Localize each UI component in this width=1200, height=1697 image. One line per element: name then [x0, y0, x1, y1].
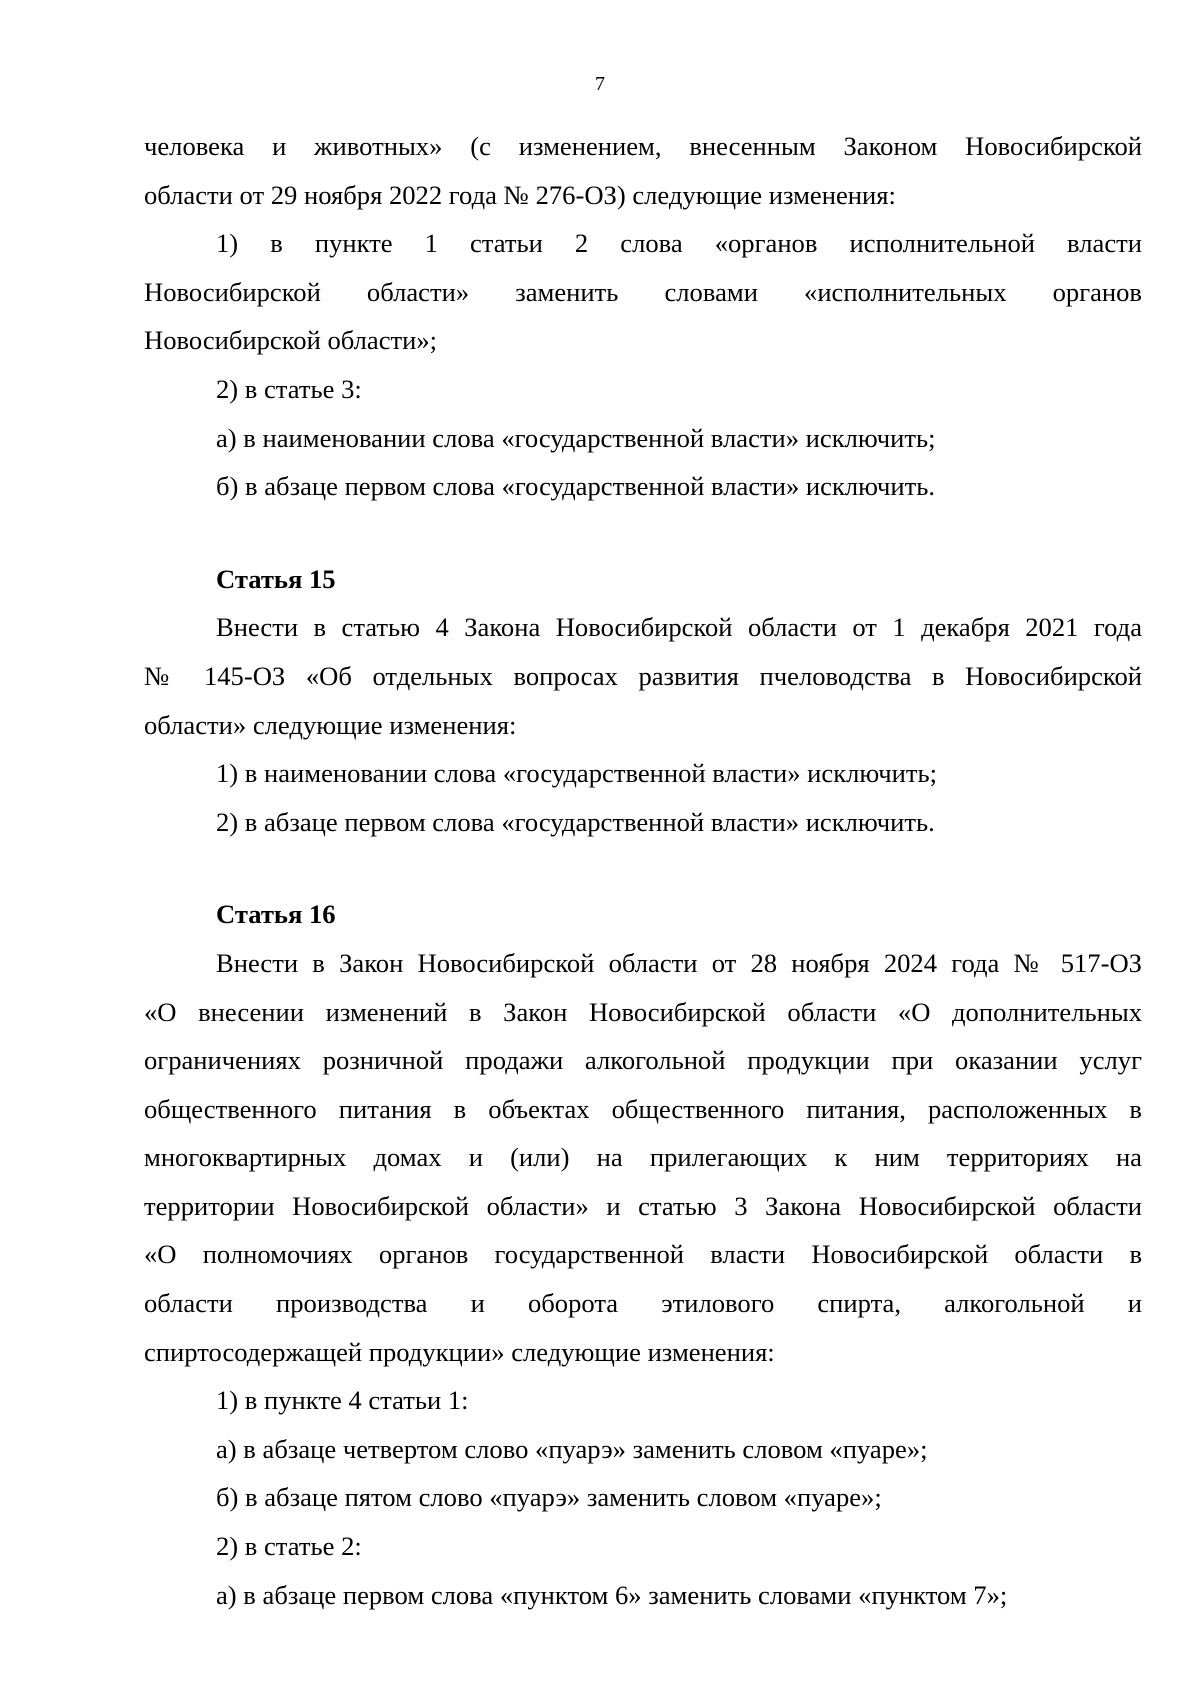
list-item [144, 1571, 1142, 1620]
text-line: 1) в наименовании слова «государственной власти» исключить; [216, 758, 938, 789]
text-line: области» следующие изменения: [144, 709, 517, 740]
article-16-paragraph [144, 939, 1142, 1376]
text-line: а) в абзаце первом слова «пунктом 6» заменить словами «пунктом 7»; [216, 1579, 1008, 1610]
list-item [144, 414, 1142, 463]
text-line: а) в абзаце четвертом слово «пуарэ» заменить словом «пуаре»; [216, 1433, 928, 1464]
text-line: человека и животных» (с изменением, внесенным Законом Новосибирской [144, 131, 1142, 161]
text-line: б) в абзаце первом слова «государственной власти» исключить. [216, 471, 936, 502]
text-line: № 145-ОЗ «Об отдельных вопросах развития пчеловодства в Новосибирской [144, 660, 1142, 691]
list-item [144, 798, 1142, 847]
text-line: области от 29 ноября 2022 года № 276-ОЗ) следующие изменения: [144, 179, 896, 210]
text-line: Новосибирской области» заменить словами «исполнительных органов [144, 276, 1142, 307]
list-item [144, 365, 1142, 414]
document-body [144, 122, 1142, 1619]
text-line: «О внесении изменений в Закон Новосибирской области «О дополнительных [144, 996, 1142, 1027]
text-line: 2) в статье 3: [216, 373, 362, 404]
list-item [144, 749, 1142, 798]
text-line: общественного питания в объектах общественного питания, расположенных в [144, 1093, 1142, 1124]
text-line: Новосибирской области»; [144, 325, 438, 356]
list-item [144, 462, 1142, 511]
list-item [144, 1425, 1142, 1474]
list-item [144, 1376, 1142, 1425]
spacer [144, 846, 1142, 890]
text-line: б) в абзаце пятом слово «пуарэ» заменить словом «пуаре»; [216, 1482, 882, 1513]
spacer [144, 511, 1142, 555]
text-line: области производства и оборота этилового спирта, алкогольной и [144, 1288, 1142, 1319]
text-line: многоквартирных домах и (или) на прилегающих к ним территориях на [144, 1142, 1142, 1173]
list-item [144, 219, 1142, 365]
text-line: спиртосодержащей продукции» следующие изменения: [144, 1336, 775, 1367]
article-16-heading: Статья 16 [216, 899, 336, 930]
text-line: Внести в Закон Новосибирской области от 28 ноября 2024 года № 517-ОЗ [216, 947, 1142, 978]
text-line: ограничениях розничной продажи алкогольной продукции при оказании услуг [144, 1045, 1142, 1076]
text-line: «О полномочиях органов государственной власти Новосибирской области в [144, 1239, 1142, 1270]
text-line: 2) в статье 2: [216, 1531, 362, 1562]
text-line: территории Новосибирской области» и статью 3 Закона Новосибирской области [144, 1190, 1142, 1221]
text-line: Внести в статью 4 Закона Новосибирской области от 1 декабря 2021 года [216, 612, 1142, 643]
list-item [144, 1522, 1142, 1571]
article-15-paragraph [144, 603, 1142, 749]
article-15-heading: Статья 15 [216, 563, 336, 594]
list-item [144, 1473, 1142, 1522]
text-line: а) в наименовании слова «государственной власти» исключить; [216, 422, 936, 453]
text-line: 1) в пункте 4 статьи 1: [216, 1385, 469, 1416]
text-line: 2) в абзаце первом слова «государственной власти» исключить. [216, 806, 935, 837]
text-line: 1) в пункте 1 статьи 2 слова «органов исполнительной власти [216, 228, 1142, 259]
intro-paragraph [144, 122, 1142, 219]
page-number: 7 [595, 73, 605, 95]
